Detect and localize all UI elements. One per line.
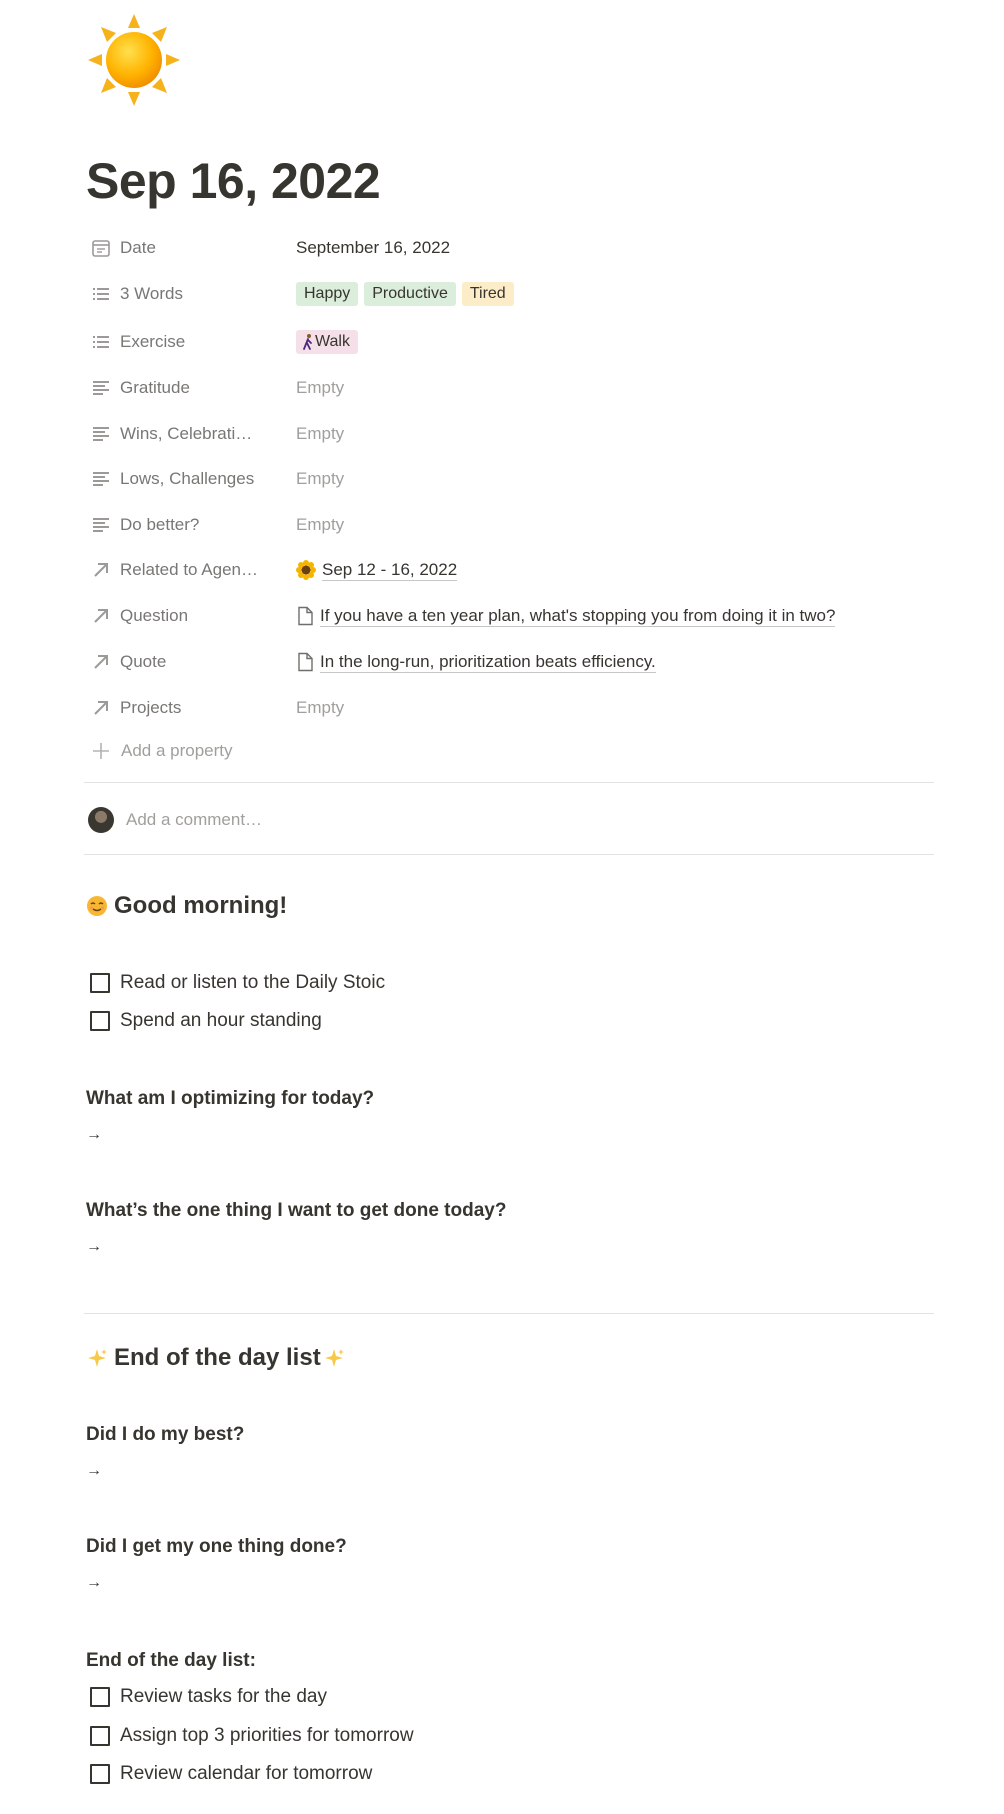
property-related-agenda[interactable] (86, 550, 942, 590)
divider (84, 782, 934, 783)
property-gratitude[interactable] (86, 368, 942, 408)
comment-box[interactable] (86, 800, 686, 840)
checkbox[interactable] (90, 1726, 110, 1746)
property-name: Quote (120, 652, 167, 671)
relation-link[interactable] (296, 606, 835, 627)
tag-label: Walk (315, 333, 350, 350)
property-exercise[interactable] (86, 322, 942, 362)
property-name: Gratitude (120, 378, 190, 397)
list-icon (90, 283, 112, 305)
property-value[interactable]: Empty (296, 698, 345, 717)
property-projects[interactable] (86, 688, 942, 728)
property-name: Question (120, 606, 189, 625)
property-value[interactable] (296, 560, 457, 581)
end-of-day-heading[interactable] (86, 1344, 345, 1372)
relation-label: If you have a ten year plan, what's stopping you from doing it in two? (320, 605, 836, 625)
walking-person-icon (302, 333, 314, 351)
add-property-button[interactable] (86, 736, 386, 766)
property-value[interactable]: September 16, 2022 (296, 238, 451, 257)
property-name: Do better? (120, 515, 200, 534)
tag-productive[interactable]: Productive (364, 282, 456, 306)
property-name: 3 Words (120, 284, 183, 303)
property-question[interactable] (86, 596, 942, 636)
relation-arrow-icon (90, 559, 112, 581)
question-heading[interactable]: Did I do my best? (86, 1424, 245, 1445)
text-icon (90, 377, 112, 399)
list-icon (90, 331, 112, 353)
todo-item[interactable] (86, 968, 786, 998)
add-property-label: Add a property (121, 741, 233, 760)
todo-label: Assign top 3 priorities for tomorrow (120, 1725, 414, 1746)
text-icon (90, 423, 112, 445)
property-lows[interactable] (86, 459, 942, 499)
answer-line[interactable]: → (86, 1462, 102, 1479)
property-value[interactable]: Empty (296, 515, 345, 534)
property-value[interactable] (296, 652, 656, 673)
list-heading[interactable]: End of the day list: (86, 1650, 256, 1671)
property-value[interactable] (296, 606, 835, 627)
property-name: Exercise (120, 332, 186, 351)
checkbox[interactable] (90, 973, 110, 993)
answer-line[interactable]: → (86, 1238, 102, 1255)
todo-label: Read or listen to the Daily Stoic (120, 972, 386, 993)
property-do-better[interactable] (86, 505, 942, 545)
property-value[interactable]: Empty (296, 469, 345, 488)
todo-item[interactable] (86, 1759, 786, 1789)
property-name: Lows, Challenges (120, 469, 255, 488)
sparkles-icon (323, 1347, 345, 1369)
page-icon (296, 652, 314, 672)
answer-line[interactable]: → (86, 1574, 102, 1591)
todo-label: Spend an hour standing (120, 1010, 322, 1031)
todo-item[interactable] (86, 1682, 786, 1712)
todo-item[interactable] (86, 1006, 786, 1036)
divider (84, 854, 934, 855)
property-3-words[interactable] (86, 274, 942, 314)
checkbox[interactable] (90, 1687, 110, 1707)
divider (84, 1313, 934, 1314)
relation-arrow-icon (90, 605, 112, 627)
sun-icon[interactable] (86, 12, 182, 108)
property-date[interactable] (86, 228, 942, 268)
property-name: Date (120, 238, 156, 257)
heading-text: End of the day list (114, 1344, 321, 1371)
avatar (88, 807, 114, 833)
tag-happy[interactable]: Happy (296, 282, 358, 306)
smiling-face-icon (86, 895, 108, 917)
heading-text: Good morning! (114, 892, 288, 919)
plus-icon (90, 740, 112, 762)
property-name: Projects (120, 698, 182, 717)
relation-label: Sep 12 - 16, 2022 (322, 559, 458, 579)
tag-tired[interactable]: Tired (462, 282, 514, 306)
relation-link[interactable] (296, 652, 656, 673)
tag-walk[interactable] (296, 330, 358, 354)
answer-line[interactable]: → (86, 1126, 102, 1143)
question-heading[interactable]: What’s the one thing I want to get done today? (86, 1200, 507, 1221)
comment-input[interactable]: Add a comment… (126, 810, 263, 829)
relation-label: In the long-run, prioritization beats efficiency. (320, 651, 656, 671)
page-title[interactable]: Sep 16, 2022 (86, 153, 381, 209)
checkbox[interactable] (90, 1764, 110, 1784)
todo-label: Review calendar for tomorrow (120, 1763, 373, 1784)
property-quote[interactable] (86, 642, 942, 682)
sparkles-icon (86, 1347, 108, 1369)
relation-arrow-icon (90, 651, 112, 673)
good-morning-heading[interactable] (86, 892, 287, 920)
property-value[interactable] (296, 282, 520, 306)
property-value[interactable]: Empty (296, 378, 345, 397)
sunflower-icon (296, 560, 316, 580)
text-icon (90, 514, 112, 536)
todo-item[interactable] (86, 1721, 786, 1751)
page-icon (296, 606, 314, 626)
question-heading[interactable]: Did I get my one thing done? (86, 1536, 347, 1557)
property-wins[interactable] (86, 414, 942, 454)
checkbox[interactable] (90, 1011, 110, 1031)
relation-arrow-icon (90, 697, 112, 719)
todo-label: Review tasks for the day (120, 1686, 327, 1707)
question-heading[interactable]: What am I optimizing for today? (86, 1088, 375, 1109)
property-value[interactable]: Empty (296, 424, 345, 443)
property-name: Related to Agen… (120, 560, 258, 579)
text-icon (90, 468, 112, 490)
relation-link[interactable] (296, 560, 457, 581)
property-name: Wins, Celebrati… (120, 424, 253, 443)
property-value[interactable] (296, 330, 364, 354)
calendar-icon (90, 237, 112, 259)
